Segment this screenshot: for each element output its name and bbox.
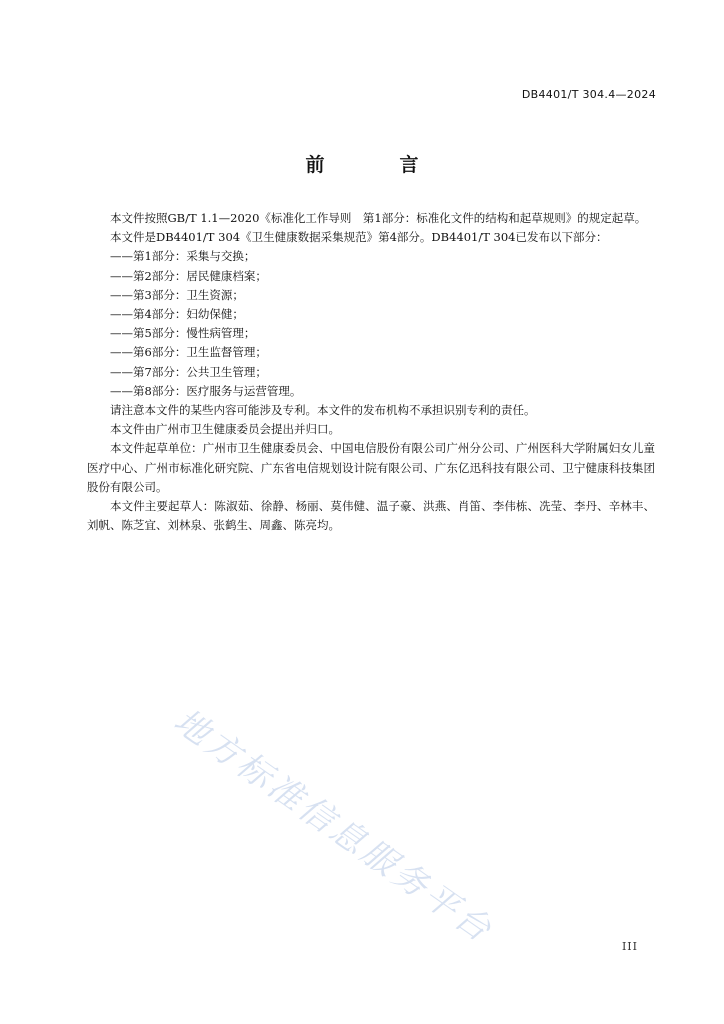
list-item: ——第3部分：卫生资源； [110, 287, 244, 302]
page-title: 前 言 [305, 154, 447, 176]
list-item: ——第1部分：采集与交换； [110, 249, 256, 264]
paragraph-drafting-basis: 本文件按照GB/T 1.1—2020《标准化工作导则 第1部分：标准化文件的结构和起草规则》的规定起草。 [110, 211, 647, 225]
list-item: ——第2部分：居民健康档案； [110, 268, 267, 283]
paragraph-series-intro: 本文件是DB4401/T 304《卫生健康数据采集规范》第4部分。DB4401/T 304已发布以下部分： [110, 230, 608, 245]
paragraph-patent-notice: 请注意本文件的某些内容可能涉及专利。本文件的发布机构不承担识别专利的责任。 [110, 403, 536, 418]
page-number: III [621, 940, 638, 953]
watermark: 地方标准信息服务平台 [166, 700, 501, 952]
paragraph-drafters: 本文件主要起草人：陈淑茹、徐静、杨丽、莫伟健、温子豪、洪燕、肖笛、李伟栋、冼莹、李丹、辛林丰、刘帆、陈芝宜、刘林泉、张鹤生、周鑫、陈亮均。 [87, 499, 655, 533]
paragraph-proposer: 本文件由广州市卫生健康委员会提出并归口。 [110, 422, 340, 437]
list-item: ——第7部分：公共卫生管理； [110, 364, 267, 379]
list-item: ——第6部分：卫生监督管理； [110, 345, 267, 360]
document-code: DB4401/T 304.4—2024 [521, 88, 656, 101]
list-item: ——第8部分：医疗服务与运营管理。 [110, 383, 302, 398]
paragraph-drafting-units: 本文件起草单位：广州市卫生健康委员会、中国电信股份有限公司广州分公司、广州医科大学附属妇女儿童医疗中心、广州市标准化研究院、广东省电信规划设计院有限公司、广东亿迅科技有限公司、卫宁健康科技集团股份有限公司。 [87, 441, 655, 494]
list-item: ——第4部分：妇幼保健； [110, 307, 244, 322]
list-item: ——第5部分：慢性病管理； [110, 326, 256, 341]
foreword-body [87, 209, 655, 535]
